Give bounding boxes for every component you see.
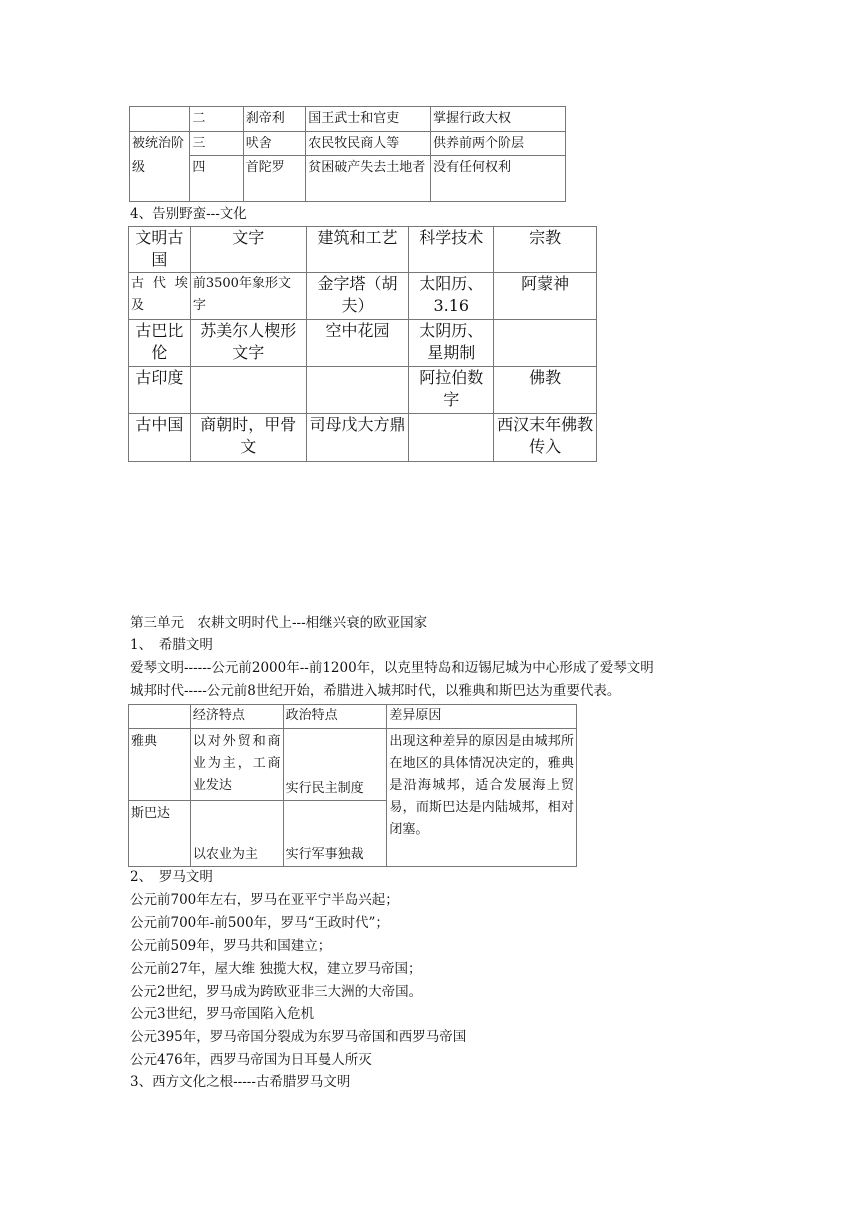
section3-title: 3、西方文化之根-----古希腊罗马文明	[130, 1074, 351, 1090]
rome-event: 公元前700年左右，罗马在亚平宁半岛兴起；	[130, 892, 399, 908]
header-cell: 政治特点	[283, 705, 387, 729]
table-cell: 金字塔（胡夫）	[306, 273, 409, 320]
header-cell: 科学技术	[409, 227, 494, 273]
rome-event: 公元2世纪，罗马成为跨欧亚非三大洲的大帝国。	[130, 984, 423, 1000]
header-cell: 文明古国	[129, 227, 191, 273]
rome-event: 公元前509年，罗马共和国建立；	[130, 938, 332, 954]
caste-group-cell: 被统治阶级	[130, 132, 190, 202]
caste-num-cell: 四	[190, 156, 243, 202]
rome-title: 2、 罗马文明	[130, 869, 213, 885]
header-cell: 宗教	[494, 227, 597, 273]
table-cell: 古 代 埃及	[129, 273, 191, 320]
caste-members-cell: 国王武士和官吏	[306, 107, 431, 132]
table-row	[129, 729, 577, 801]
caste-name-cell: 吠舍	[243, 132, 305, 156]
caste-role-cell: 掌握行政大权	[431, 107, 566, 132]
caste-num-cell: 二	[190, 107, 243, 132]
sparta-politics-cell: 实行军事独裁	[283, 801, 387, 867]
table-cell: 前3500年象形文字	[190, 273, 306, 320]
rome-event: 公元476年，西罗马帝国为日耳曼人所灭	[130, 1052, 372, 1068]
table-cell: 西汉末年佛教传入	[494, 414, 597, 462]
unit3-title: 第三单元 农耕文明时代上---相继兴衰的欧亚国家	[130, 615, 428, 631]
table-cell	[494, 320, 597, 367]
athens-economy-cell: 以对外贸和商业为主，工商业发达	[190, 729, 283, 801]
sparta-economy-cell: 以农业为主	[190, 801, 283, 867]
table-cell: 苏美尔人楔形文字	[190, 320, 306, 367]
reason-cell: 出现这种差异的原因是由城邦所在地区的具体情况决定的，雅典是沿海城邦，适合发展海上贸易，而斯巴达是内陆城邦，相对闭塞。	[387, 729, 577, 867]
table-row	[129, 320, 597, 367]
rome-event: 公元前700年-前500年，罗马“王政时代”；	[130, 915, 389, 931]
table-row	[130, 107, 566, 132]
rome-event: 公元3世纪，罗马帝国陷入危机	[130, 1006, 315, 1022]
header-cell: 差异原因	[387, 705, 577, 729]
table-row	[130, 132, 566, 156]
greece-title: 1、 希腊文明	[130, 637, 213, 653]
caste-table	[129, 106, 566, 202]
caste-role-cell: 供养前两个阶层	[431, 132, 566, 156]
table-cell: 商朝时，甲骨文	[190, 414, 306, 462]
sparta-name-cell: 斯巴达	[129, 801, 191, 867]
header-cell: 经济特点	[190, 705, 283, 729]
rome-event: 公元395年，罗马帝国分裂成为东罗马帝国和西罗马帝国	[130, 1029, 467, 1045]
table-cell: 古巴比伦	[129, 320, 191, 367]
table-cell	[306, 367, 409, 414]
rome-event: 公元前27年，屋大维 独揽大权，建立罗马帝国；	[130, 961, 422, 977]
greece-comparison-table	[128, 704, 577, 867]
header-cell	[129, 705, 191, 729]
table-cell: 古印度	[129, 367, 191, 414]
table-cell	[409, 414, 494, 462]
caste-role-cell: 没有任何权利	[431, 156, 566, 202]
city-state-text: 城邦时代-----公元前8世纪开始，希腊进入城邦时代，以雅典和斯巴达为重要代表。	[130, 683, 621, 699]
table-cell: 太阳历、3.16	[409, 273, 494, 320]
caste-members-cell: 农民牧民商人等	[306, 132, 431, 156]
table-cell: 空中花园	[306, 320, 409, 367]
table-cell	[190, 367, 306, 414]
section4-title: 4、告别野蛮---文化	[130, 206, 247, 222]
table-cell: 太阴历、星期制	[409, 320, 494, 367]
table-cell: 阿拉伯数字	[409, 367, 494, 414]
aegean-text: 爱琴文明------公元前2000年--前1200年，以克里特岛和迈锡尼城为中心形成了爱琴文明	[130, 660, 654, 676]
caste-group-cell	[130, 107, 190, 132]
table-row	[129, 367, 597, 414]
culture-table	[128, 226, 597, 462]
table-row	[130, 156, 566, 202]
table-row	[129, 227, 597, 273]
table-cell: 古中国	[129, 414, 191, 462]
caste-members-cell: 贫困破产失去土地者	[306, 156, 431, 202]
header-cell: 文字	[190, 227, 306, 273]
table-cell: 司母戊大方鼎	[306, 414, 409, 462]
caste-name-cell: 刹帝利	[243, 107, 305, 132]
table-row	[129, 705, 577, 729]
table-cell: 阿蒙神	[494, 273, 597, 320]
caste-name-cell: 首陀罗	[243, 156, 305, 202]
table-row	[129, 414, 597, 462]
athens-name-cell: 雅典	[129, 729, 191, 801]
caste-num-cell: 三	[190, 132, 243, 156]
table-cell: 佛教	[494, 367, 597, 414]
table-row	[129, 273, 597, 320]
header-cell: 建筑和工艺	[306, 227, 409, 273]
athens-politics-cell: 实行民主制度	[283, 729, 387, 801]
